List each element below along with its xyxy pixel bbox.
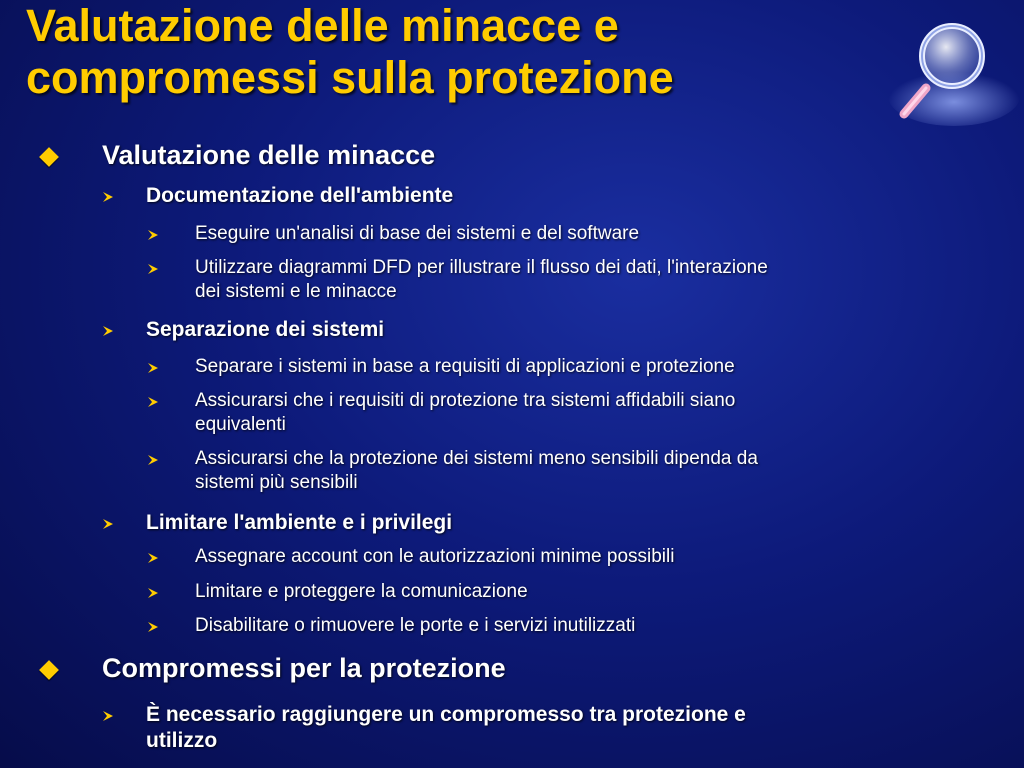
text-line: Utilizzare diagrammi DFD per illustrare il flusso dei dati, l'interazione xyxy=(195,257,768,278)
diamond-bullet-icon xyxy=(39,147,59,167)
bullet-item xyxy=(195,222,639,246)
arrow-bullet-icon xyxy=(147,396,159,408)
bullet-item xyxy=(195,389,735,437)
text-line: Valutazione delle minacce xyxy=(102,140,436,170)
text-line: Assegnare account con le autorizzazioni minime possibili xyxy=(195,546,675,567)
section-heading xyxy=(102,653,506,683)
bullet-item xyxy=(195,580,528,604)
text-line: Limitare l'ambiente e i privilegi xyxy=(146,511,453,534)
arrow-bullet-icon xyxy=(147,263,159,275)
arrow-bullet-icon xyxy=(102,325,114,337)
text-line: È necessario raggiungere un compromesso tra protezione e xyxy=(146,703,746,726)
arrow-bullet-icon xyxy=(147,552,159,564)
text-line: utilizzo xyxy=(146,729,218,752)
subsection-heading xyxy=(146,510,452,536)
arrow-bullet-icon xyxy=(102,710,114,722)
text-line: Compromessi per la protezione xyxy=(102,653,506,683)
text-line: equivalenti xyxy=(195,414,286,435)
subsection-heading xyxy=(146,183,453,209)
section-heading xyxy=(102,140,435,170)
text-line: Assicurarsi che la protezione dei sistemi meno sensibili dipenda da xyxy=(195,448,758,469)
text-line: Limitare e proteggere la comunicazione xyxy=(195,581,528,602)
title-line-1: Valutazione delle minacce e xyxy=(26,0,619,51)
text-line: Separazione dei sistemi xyxy=(146,318,385,341)
arrow-bullet-icon xyxy=(102,518,114,530)
arrow-bullet-icon xyxy=(147,454,159,466)
text-line: Disabilitare o rimuovere le porte e i servizi inutilizzati xyxy=(195,615,636,636)
subsection-heading xyxy=(146,702,746,754)
text-line: Assicurarsi che i requisiti di protezione tra sistemi affidabili siano xyxy=(195,390,736,411)
arrow-bullet-icon xyxy=(102,191,114,203)
arrow-bullet-icon xyxy=(147,587,159,599)
bullet-item xyxy=(195,614,635,638)
text-line: dei sistemi e le minacce xyxy=(195,281,397,302)
bullet-item xyxy=(195,447,758,495)
arrow-bullet-icon xyxy=(147,362,159,374)
diamond-bullet-icon xyxy=(39,660,59,680)
arrow-bullet-icon xyxy=(147,229,159,241)
text-line: sistemi più sensibili xyxy=(195,472,358,493)
title-line-2: compromessi sulla protezione xyxy=(26,52,674,103)
subsection-heading xyxy=(146,317,384,343)
text-line: Documentazione dell'ambiente xyxy=(146,184,454,207)
bullet-item xyxy=(195,256,768,304)
arrow-bullet-icon xyxy=(147,621,159,633)
bullet-item xyxy=(195,355,735,379)
text-line: Separare i sistemi in base a requisiti di applicazioni e protezione xyxy=(195,356,735,377)
text-line: Eseguire un'analisi di base dei sistemi e del software xyxy=(195,223,640,244)
bullet-item xyxy=(195,545,674,569)
